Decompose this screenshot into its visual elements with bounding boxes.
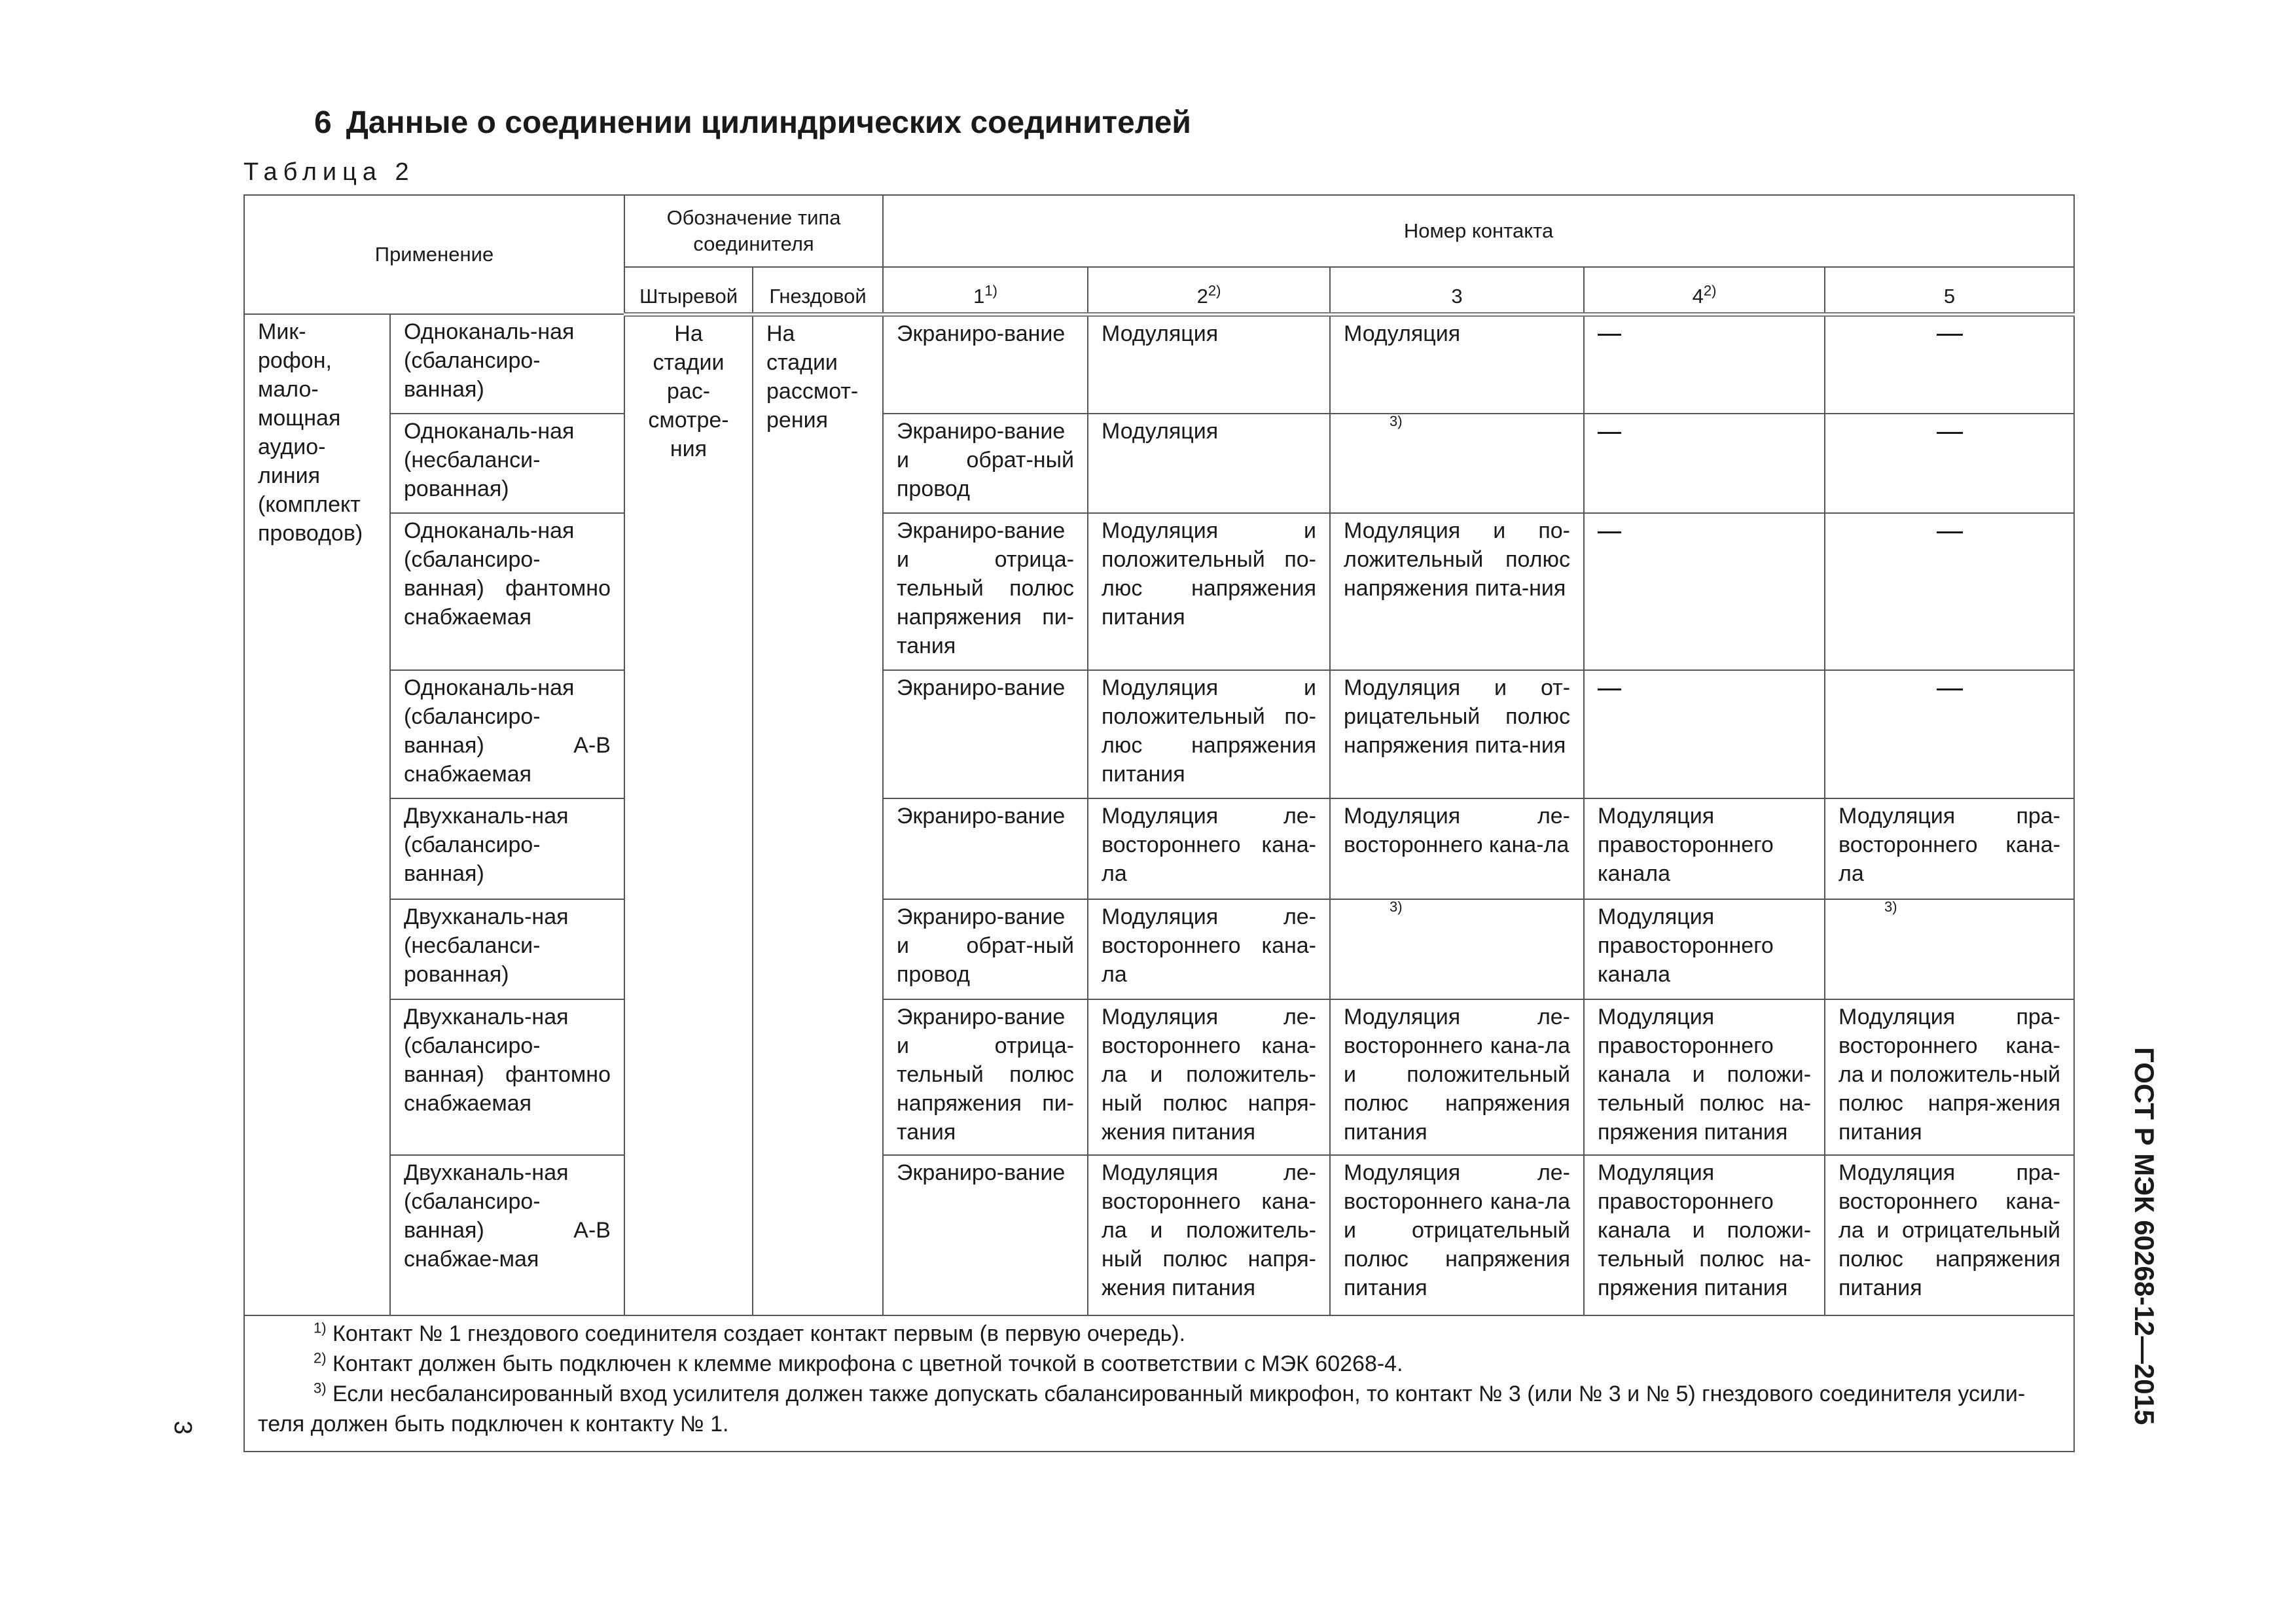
header-contact-number: Номер контакта <box>883 195 2074 267</box>
row-contact-4: Модуляция правостороннего канала <box>1584 899 1825 999</box>
footnote: $^{3)}$ Если несбалансированный вход усилителя должен также допускать сбалансированный микрофон, то контакт № 3 (или № 3 и № 5) гнездового соединителя усили-теля должен быть подключен к контакту № 1. <box>258 1380 2026 1436</box>
row-contact-5 <box>1825 670 2074 798</box>
row-contact-3: 3) <box>1330 899 1584 999</box>
row-contact-4 <box>1584 414 1825 513</box>
row-contact-3: Модуляция ле-востороннего кана-ла <box>1330 798 1584 899</box>
row-contact-3: Модуляция и от-рицательный полюс напряжения пита-ния <box>1330 670 1584 798</box>
header-contact-4: 4$^{2)}$ <box>1584 267 1825 314</box>
row-contact-5 <box>1825 314 2074 414</box>
footnotes-row <box>244 1315 2074 1452</box>
header-contact-5: 5 <box>1825 267 2074 314</box>
row-contact-5 <box>1825 513 2074 670</box>
table-row <box>244 899 2074 999</box>
row-contact-2: Модуляция и положительный по-люс напряжения питания <box>1088 670 1330 798</box>
row-contact-4 <box>1584 314 1825 414</box>
footnote: $^{1)}$ Контакт № 1 гнездового соединителя создает контакт первым (в первую очередь). <box>314 1319 1186 1346</box>
header-designation: Обозначение типа соединителя <box>624 195 883 267</box>
row-contact-1: Экраниро-вание <box>883 1155 1088 1315</box>
dash-mark <box>1937 531 1963 533</box>
row-contact-1: Экраниро-вание и обрат-ный провод <box>883 899 1088 999</box>
row-contact-4 <box>1584 513 1825 670</box>
row-contact-1: Экраниро-вание <box>883 670 1088 798</box>
row-contact-3: Модуляция ле-востороннего кана-ла и отрицательный полюс напряжения питания <box>1330 1155 1584 1315</box>
row-contact-4: Модуляция правостороннего канала <box>1584 798 1825 899</box>
row-contact-5: Модуляция пра-востороннего кана-ла и положитель-ный полюс напря-жения питания <box>1825 999 2074 1155</box>
row-contact-1: Экраниро-вание и отрица-тельный полюс напряжения пи-тания <box>883 999 1088 1155</box>
row-contact-2: Модуляция <box>1088 314 1330 414</box>
footnotes <box>244 1315 2074 1452</box>
row-application: Двухканаль-ная (несбаланси-рованная) <box>390 899 624 999</box>
header-socket: Гнездовой <box>753 267 883 314</box>
row-contact-5 <box>1825 414 2074 513</box>
footnote: $^{2)}$ Контакт должен быть подключен к клемме микрофона с цветной точкой в соответствии с МЭК 60268-4. <box>314 1349 1403 1376</box>
page-number: 3 <box>169 1420 197 1435</box>
table-caption: Таблица 2 <box>243 158 415 186</box>
header-contact-3: 3 <box>1330 267 1584 314</box>
table-row <box>244 513 2074 670</box>
dash-mark <box>1598 432 1621 434</box>
row-application: Двухканаль-ная (сбалансиро-ванная) <box>390 798 624 899</box>
row-contact-5: Модуляция пра-востороннего кана-ла <box>1825 798 2074 899</box>
row-contact-2: Модуляция ле-востороннего кана-ла <box>1088 798 1330 899</box>
dash-mark <box>1598 688 1621 690</box>
dash-mark <box>1937 334 1963 336</box>
row-contact-1: Экраниро-вание <box>883 798 1088 899</box>
row-contact-1: Экраниро-вание <box>883 314 1088 414</box>
dash-mark <box>1937 432 1963 434</box>
row-contact-4 <box>1584 670 1825 798</box>
row-contact-5: Модуляция пра-востороннего кана-ла и отрицательный полюс напряжения питания <box>1825 1155 2074 1315</box>
header-row-1 <box>244 195 2074 267</box>
row-contact-2: Модуляция ле-востороннего кана-ла <box>1088 899 1330 999</box>
row-contact-4: Модуляция правостороннего канала и положи-тельный полюс на-пряжения питания <box>1584 1155 1825 1315</box>
row-application: Одноканаль-ная (сбалансиро-ванная) <box>390 314 624 414</box>
section-title: Данные о соединении цилиндрических соединителей <box>346 105 1191 140</box>
table-row <box>244 999 2074 1155</box>
table-row <box>244 798 2074 899</box>
dash-mark <box>1937 688 1963 690</box>
header-contact-1: 1$^{1)}$ <box>883 267 1088 314</box>
row-contact-5: 3) <box>1825 899 2074 999</box>
row-contact-2: Модуляция ле-востороннего кана-ла и положитель-ный полюс напря-жения питания <box>1088 999 1330 1155</box>
row-application: Одноканаль-ная (сбалансиро-ванная) А-В снабжаемая <box>390 670 624 798</box>
row-contact-3: Модуляция ле-востороннего кана-ла и положительный полюс напряжения питания <box>1330 999 1584 1155</box>
row-contact-4: Модуляция правостороннего канала и положи-тельный полюс на-пряжения питания <box>1584 999 1825 1155</box>
row-application: Одноканаль-ная (несбаланси-рованная) <box>390 414 624 513</box>
row-application: Двухканаль-ная (сбалансиро-ванная) фантомно снабжаемая <box>390 999 624 1155</box>
table-row <box>244 314 2074 414</box>
row-contact-2: Модуляция и положительный по-люс напряжения питания <box>1088 513 1330 670</box>
row-contact-1: Экраниро-вание и отрица-тельный полюс напряжения пи-тания <box>883 513 1088 670</box>
table-row <box>244 1155 2074 1315</box>
header-contact-2: 2$^{2)}$ <box>1088 267 1330 314</box>
row-contact-1: Экраниро-вание и обрат-ный провод <box>883 414 1088 513</box>
group-label: Мик-рофон, мало-мощная аудио-линия (комплект проводов) <box>244 314 390 1315</box>
dash-mark <box>1598 334 1621 336</box>
row-contact-2: Модуляция <box>1088 414 1330 513</box>
connector-table <box>243 194 2075 1452</box>
row-contact-2: Модуляция ле-востороннего кана-ла и положитель-ный полюс напря-жения питания <box>1088 1155 1330 1315</box>
row-contact-3: Модуляция <box>1330 314 1584 414</box>
row-contact-3: Модуляция и по-ложительный полюс напряжения пита-ния <box>1330 513 1584 670</box>
document-designation: ГОСТ Р МЭК 60268-12—2015 <box>2129 1047 2160 1425</box>
section-heading <box>314 105 1191 141</box>
row-application: Двухканаль-ная (сбалансиро-ванная) А-В снабжае-мая <box>390 1155 624 1315</box>
header-pin: Штыревой <box>624 267 753 314</box>
dash-mark <box>1598 531 1621 533</box>
row-contact-3: 3) <box>1330 414 1584 513</box>
socket-type: На стадии рассмот-рения <box>753 314 883 1315</box>
pin-type: На стадии рас-смотре-ния <box>624 314 753 1315</box>
header-application: Применение <box>244 195 624 314</box>
table-row <box>244 670 2074 798</box>
section-number: 6 <box>314 105 332 140</box>
table-row <box>244 414 2074 513</box>
row-application: Одноканаль-ная (сбалансиро-ванная) фантомно снабжаемая <box>390 513 624 670</box>
